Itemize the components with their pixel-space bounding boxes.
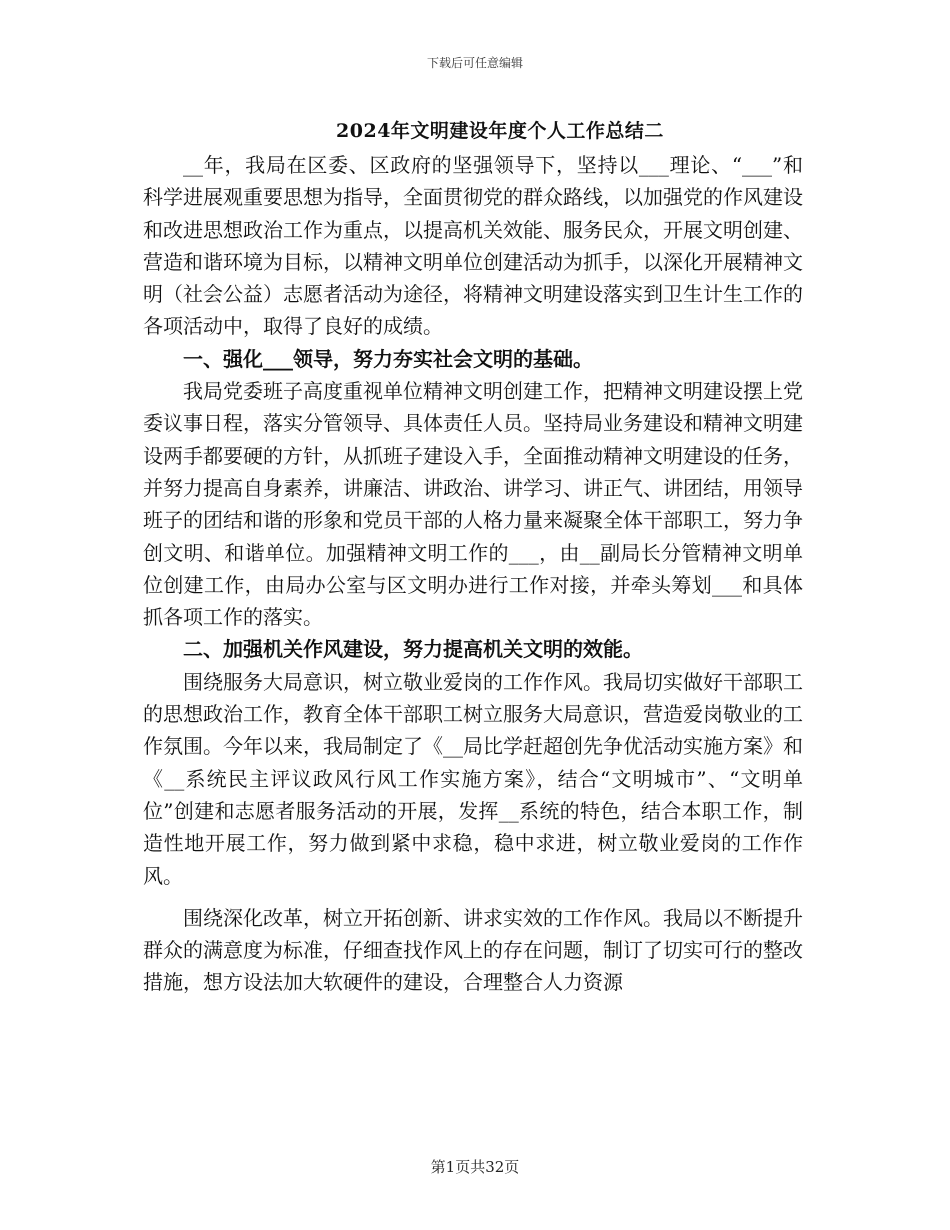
header-note: 下载后可任意编辑: [426, 56, 523, 70]
page-number: 第1页共32页: [430, 1158, 520, 1176]
section-2-paragraph-1: 围绕服务大局意识，树立敬业爱岗的工作作风。我局切实做好干部职工的思想政治工作，教育全体干部职工树立服务大局意识，营造爱岗敬业的工作氛围。今年以来，我局制定了《__局比学赶超创先争优活动实施方案》和《__系统民主评议政风行风工作实施方案》，结合“文明城市”、“文明单位”创建和志愿者服务活动的开展，发挥__系统的特色，结合本职工作，制造性地开展工作，努力做到紧中求稳，稳中求进，树立敬业爱岗的工作作风。: [143, 669, 803, 888]
document-body: [143, 149, 803, 999]
section-heading-2: 二、加强机关作风建设，努力提高机关文明的效能。: [183, 637, 643, 662]
intro-paragraph: __年，我局在区委、区政府的坚强领导下，坚持以___理论、“___”和科学进展观重要思想为指导，全面贯彻党的群众路线，以加强党的作风建设和改进思想政治工作为重点，以提高机关效能、服务民众，开展文明创建、营造和谐环境为目标，以精神文明单位创建活动为抓手，以深化开展精神文明（社会公益）志愿者活动为途径，将精神文明建设落实到卫生计生工作的各项活动中，取得了良好的成绩。: [143, 153, 803, 339]
section-1-paragraph: 我局党委班子高度重视单位精神文明创建工作，把精神文明建设摆上党委议事日程，落实分管领导、具体责任人员。坚持局业务建设和精神文明建设两手都要硬的方针，从抓班子建设入手，全面推动精神文明建设的任务，并努力提高自身素养，讲廉洁、讲政治、讲学习、讲正气、讲团结，用领导班子的团结和谐的形象和党员干部的人格力量来凝聚全体干部职工，努力争创文明、和谐单位。加强精神文明工作的___，由__副局长分管精神文明单位创建工作，由局办公室与区文明办进行工作对接，并牵头筹划___和具体抓各项工作的落实。: [143, 379, 803, 630]
document-title: 2024年文明建设年度个人工作总结二: [336, 120, 664, 142]
section-heading-1: 一、强化___领导，努力夯实社会文明的基础。: [183, 346, 593, 371]
section-2-paragraph-2: 围绕深化改革，树立开拓创新、讲求实效的工作作风。我局以不断提升群众的满意度为标准，仔细查找作风上的存在问题，制订了切实可行的整改措施，想方设法加大软硬件的建设，合理整合人力资源: [143, 905, 803, 995]
